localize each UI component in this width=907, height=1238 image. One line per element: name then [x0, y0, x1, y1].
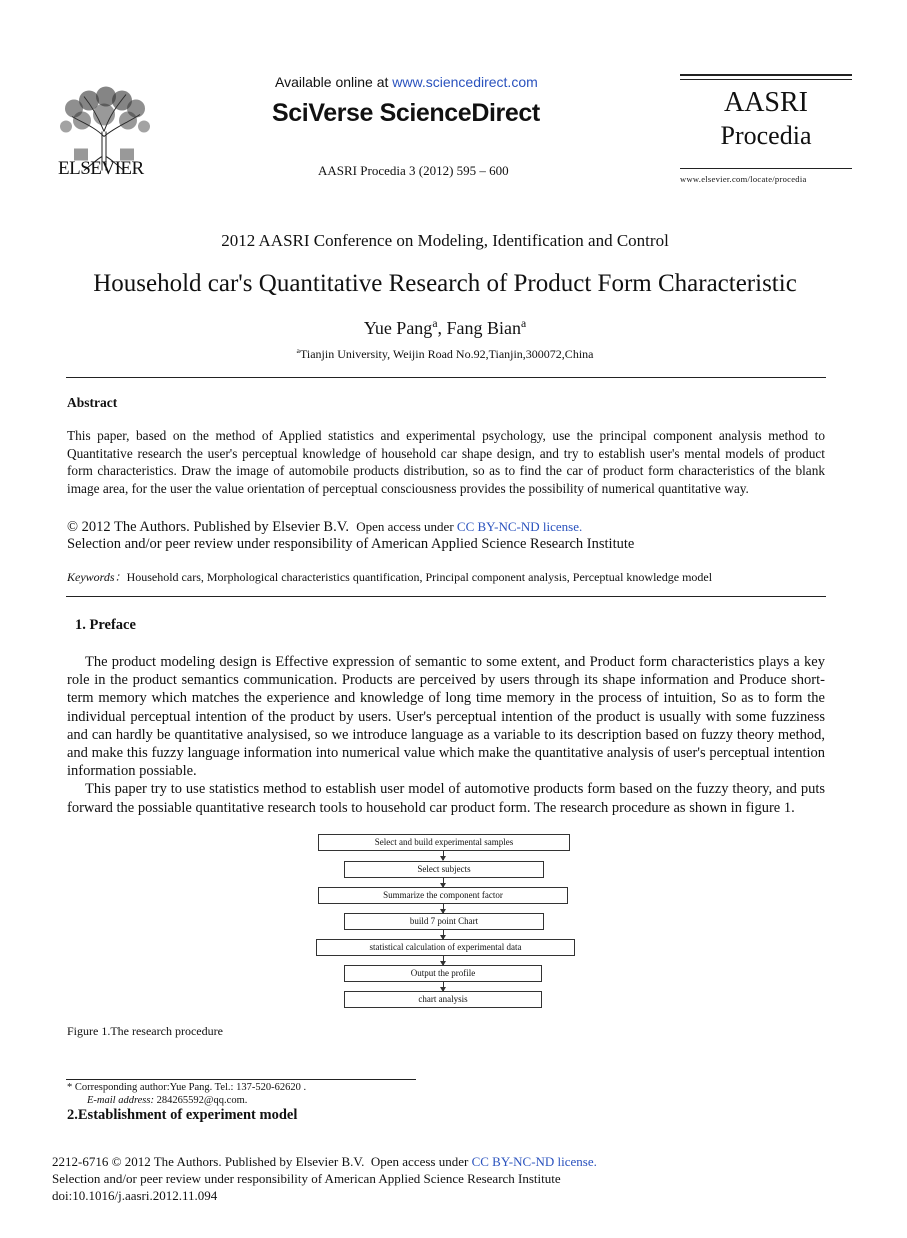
- author-list: [0, 318, 890, 339]
- paper-title: Household car's Quantitative Research of Product Form Characteristic: [93, 270, 797, 297]
- abstract-text: This paper, based on the method of Applied statistics and experimental psychology, use the principal component analysis method to Quantitative research the user's perceptual knowledge of household car shape design, and try to establish user's mental models of product form characteristics. Draw the image of automobile products distribution, so as to find the car of product form characteristics of the blank image area, for the user the value orientation of perceptual consciousness provides the possibility of numerical quantitative way.: [67, 428, 825, 496]
- paragraph: This paper try to use statistics method to establish user model of automotive products form based on the fuzzy theory, and puts forward the possiable quantitative research tools to household car product form. The research procedure as shown in figure 1.: [67, 781, 825, 816]
- journal-subname: Procedia: [720, 121, 812, 150]
- doi[interactable]: doi:10.1016/j.aasri.2012.11.094: [52, 1188, 218, 1203]
- license-link[interactable]: CC BY-NC-ND license.: [471, 1154, 597, 1169]
- figure-caption: Figure 1.The research procedure: [67, 1024, 223, 1038]
- copyright-line: © 2012 The Authors. Published by Elsevier B.V.: [67, 519, 349, 535]
- issn-line: [52, 1154, 597, 1170]
- keywords-text: Household cars, Morphological characteristics quantification, Principal component analysis, Perceptual knowledge model: [126, 570, 713, 584]
- journal-masthead: [680, 74, 852, 184]
- masthead-rule: [680, 74, 852, 76]
- peer-review-line: Selection and/or peer review under responsibility of American Applied Science Research Institute: [67, 536, 635, 552]
- author-affiliation-mark: a: [521, 317, 527, 330]
- journal-name: AASRI: [723, 87, 808, 118]
- section-heading: 2.Establishment of experiment model: [67, 1107, 298, 1123]
- email-label: E-mail address:: [87, 1095, 157, 1106]
- email-link[interactable]: 284265592@qq.com: [156, 1095, 245, 1106]
- publisher-name: ELSEVIER: [58, 158, 144, 179]
- divider: [66, 596, 826, 597]
- author-separator: ,: [437, 318, 447, 338]
- footnote-rule: [66, 1079, 416, 1080]
- author-name: Yue Pang: [363, 318, 433, 338]
- flow-step: Select and build experimental samples: [318, 834, 570, 851]
- masthead-rule: [680, 79, 852, 80]
- email-note: [87, 1095, 247, 1106]
- flow-step: Summarize the component factor: [318, 887, 568, 904]
- author-affiliation-mark: a: [432, 317, 438, 330]
- available-online-line: [275, 74, 538, 90]
- license-link[interactable]: CC BY-NC-ND license.: [456, 519, 583, 534]
- paragraph: The product modeling design is Effective expression of semantic to some extent, and Product form characteristics plays a key role in the product semantics communication. Products are perceived by users through its shape information and Produce short-term memory which matches the experience and knowledge of long time memory in the process of intuition, So as to form the individual perceptual intention of the product by users. User's perceptual intention of the product is usually with some fuzziness and can hardly be quantitative analysised, so we introduce language as a variable to its description based on fuzzy theory method, and make this fuzzy language information into numerical value which make the quantitative analysis of user's perceptual intention information possiable.: [67, 654, 825, 780]
- keywords: [67, 568, 827, 585]
- open-access-label: Open access under: [356, 519, 457, 534]
- flow-step: Output the profile: [344, 965, 542, 982]
- conference-name: 2012 AASRI Conference on Modeling, Identification and Control: [221, 231, 669, 250]
- platform-logo-text: SciVerse ScienceDirect: [272, 99, 540, 127]
- section-body: [67, 653, 825, 817]
- volume-info: AASRI Procedia 3 (2012) 595 – 600: [318, 163, 509, 178]
- flow-step: statistical calculation of experimental data: [316, 939, 575, 956]
- journal-url-link[interactable]: www.elsevier.com/locate/procedia: [680, 174, 807, 184]
- section-heading: 1. Preface: [75, 617, 136, 633]
- divider: [66, 377, 826, 378]
- abstract-heading: Abstract: [67, 395, 118, 410]
- sciencedirect-link[interactable]: www.sciencedirect.com: [392, 74, 538, 90]
- affiliation-mark: a: [296, 346, 300, 355]
- flow-step: chart analysis: [344, 991, 542, 1008]
- masthead-rule: [680, 168, 852, 169]
- copyright-notice: [67, 518, 827, 553]
- affiliation: [0, 347, 890, 362]
- available-online-label: Available online at: [275, 74, 393, 90]
- keywords-label: Keywords：: [67, 570, 127, 584]
- affiliation-text: Tianjin University, Weijin Road No.92,Tianjin,300072,China: [299, 347, 594, 361]
- peer-review-line: Selection and/or peer review under responsibility of American Applied Science Research Institute: [52, 1171, 561, 1186]
- flow-step: build 7 point Chart: [344, 913, 544, 930]
- corresponding-author-note: * Corresponding author:Yue Pang. Tel.: 137-520-62620 .: [67, 1082, 307, 1093]
- flow-step: Select subjects: [344, 861, 544, 878]
- research-procedure-flowchart: [300, 828, 590, 1016]
- email-end: .: [244, 1095, 248, 1106]
- open-access-label: Open access under: [370, 1154, 472, 1169]
- issn-text: 2212-6716 © 2012 The Authors. Published by Elsevier B.V.: [52, 1154, 365, 1169]
- author-name: Fang Bian: [446, 318, 521, 338]
